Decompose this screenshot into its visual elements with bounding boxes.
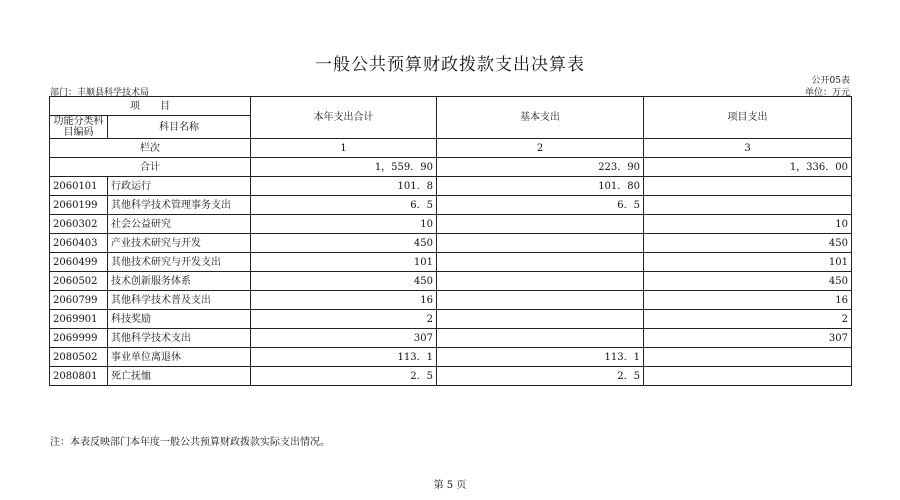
department-label: 部门：丰顺县科学技术局 <box>50 88 150 98</box>
table-row <box>50 272 852 291</box>
row-project <box>644 177 852 196</box>
row-project: 307 <box>644 329 852 348</box>
row-total: 2 <box>251 310 437 329</box>
row-basic <box>437 215 644 234</box>
row-code: 2069999 <box>50 329 108 348</box>
row-basic <box>437 329 644 348</box>
summary-project: 1，336．00 <box>644 158 852 177</box>
col-number-2: 2 <box>437 139 644 158</box>
row-code: 2080801 <box>50 367 108 386</box>
row-code: 2060403 <box>50 234 108 253</box>
row-subject-name: 其他科学技术普及支出 <box>108 291 251 310</box>
row-basic: 101．80 <box>437 177 644 196</box>
row-project: 450 <box>644 272 852 291</box>
row-project <box>644 196 852 215</box>
row-project: 16 <box>644 291 852 310</box>
row-code: 2060302 <box>50 215 108 234</box>
row-subject-name: 科技奖励 <box>108 310 251 329</box>
summary-total: 1，559．90 <box>251 158 437 177</box>
row-code: 2060502 <box>50 272 108 291</box>
row-basic <box>437 234 644 253</box>
column-label: 栏次 <box>50 139 251 158</box>
table-row <box>50 310 852 329</box>
col-number-3: 3 <box>644 139 852 158</box>
row-basic <box>437 253 644 272</box>
table-row <box>50 177 852 196</box>
form-code: 公开05表 <box>811 76 850 86</box>
row-basic <box>437 272 644 291</box>
row-basic: 6．5 <box>437 196 644 215</box>
row-project: 2 <box>644 310 852 329</box>
row-total: 10 <box>251 215 437 234</box>
row-subject-name: 社会公益研究 <box>108 215 251 234</box>
row-total: 16 <box>251 291 437 310</box>
row-subject-name: 产业技术研究与开发 <box>108 234 251 253</box>
report-title: 一般公共预算财政拨款支出决算表 <box>315 55 585 75</box>
table-row <box>50 215 852 234</box>
table-row <box>50 348 852 367</box>
func-code-header: 功能分类科目编码 <box>50 116 108 139</box>
row-code: 2060101 <box>50 177 108 196</box>
row-subject-name: 其他科学技术支出 <box>108 329 251 348</box>
row-total: 101 <box>251 253 437 272</box>
row-subject-name: 死亡抚恤 <box>108 367 251 386</box>
row-subject-name: 技术创新服务体系 <box>108 272 251 291</box>
subject-name-header: 科目名称 <box>108 116 251 139</box>
table-row <box>50 253 852 272</box>
row-subject-name: 其他科学技术管理事务支出 <box>108 196 251 215</box>
row-subject-name: 行政运行 <box>108 177 251 196</box>
table-row <box>50 329 852 348</box>
row-project: 101 <box>644 253 852 272</box>
summary-basic: 223．90 <box>437 158 644 177</box>
row-total: 101．8 <box>251 177 437 196</box>
row-total: 307 <box>251 329 437 348</box>
row-project <box>644 367 852 386</box>
footnote: 注：本表反映部门本年度一般公共预算财政拨款实际支出情况。 <box>50 437 330 448</box>
row-code: 2080502 <box>50 348 108 367</box>
table-row <box>50 234 852 253</box>
row-basic: 113．1 <box>437 348 644 367</box>
table-row <box>50 367 852 386</box>
row-basic <box>437 291 644 310</box>
unit-label: 单位：万元 <box>804 88 850 98</box>
row-code: 2060799 <box>50 291 108 310</box>
row-project: 10 <box>644 215 852 234</box>
row-code: 2069901 <box>50 310 108 329</box>
project-expense-header: 项目支出 <box>644 97 852 139</box>
row-total: 6．5 <box>251 196 437 215</box>
row-code: 2060199 <box>50 196 108 215</box>
table-row <box>50 291 852 310</box>
page-number: 第 5 页 <box>433 480 467 491</box>
summary-label: 合计 <box>50 158 251 177</box>
row-basic: 2．5 <box>437 367 644 386</box>
col-number-1: 1 <box>251 139 437 158</box>
row-project <box>644 348 852 367</box>
row-subject-name: 其他技术研究与开发支出 <box>108 253 251 272</box>
row-basic <box>437 310 644 329</box>
basic-header: 基本支出 <box>437 97 644 139</box>
row-total: 2．5 <box>251 367 437 386</box>
total-header: 本年支出合计 <box>251 97 437 139</box>
row-total: 113．1 <box>251 348 437 367</box>
project-header: 项 目 <box>50 97 251 116</box>
row-total: 450 <box>251 234 437 253</box>
table-row <box>50 196 852 215</box>
row-project: 450 <box>644 234 852 253</box>
row-subject-name: 事业单位离退休 <box>108 348 251 367</box>
row-code: 2060499 <box>50 253 108 272</box>
expenditure-table <box>49 96 852 386</box>
row-total: 450 <box>251 272 437 291</box>
